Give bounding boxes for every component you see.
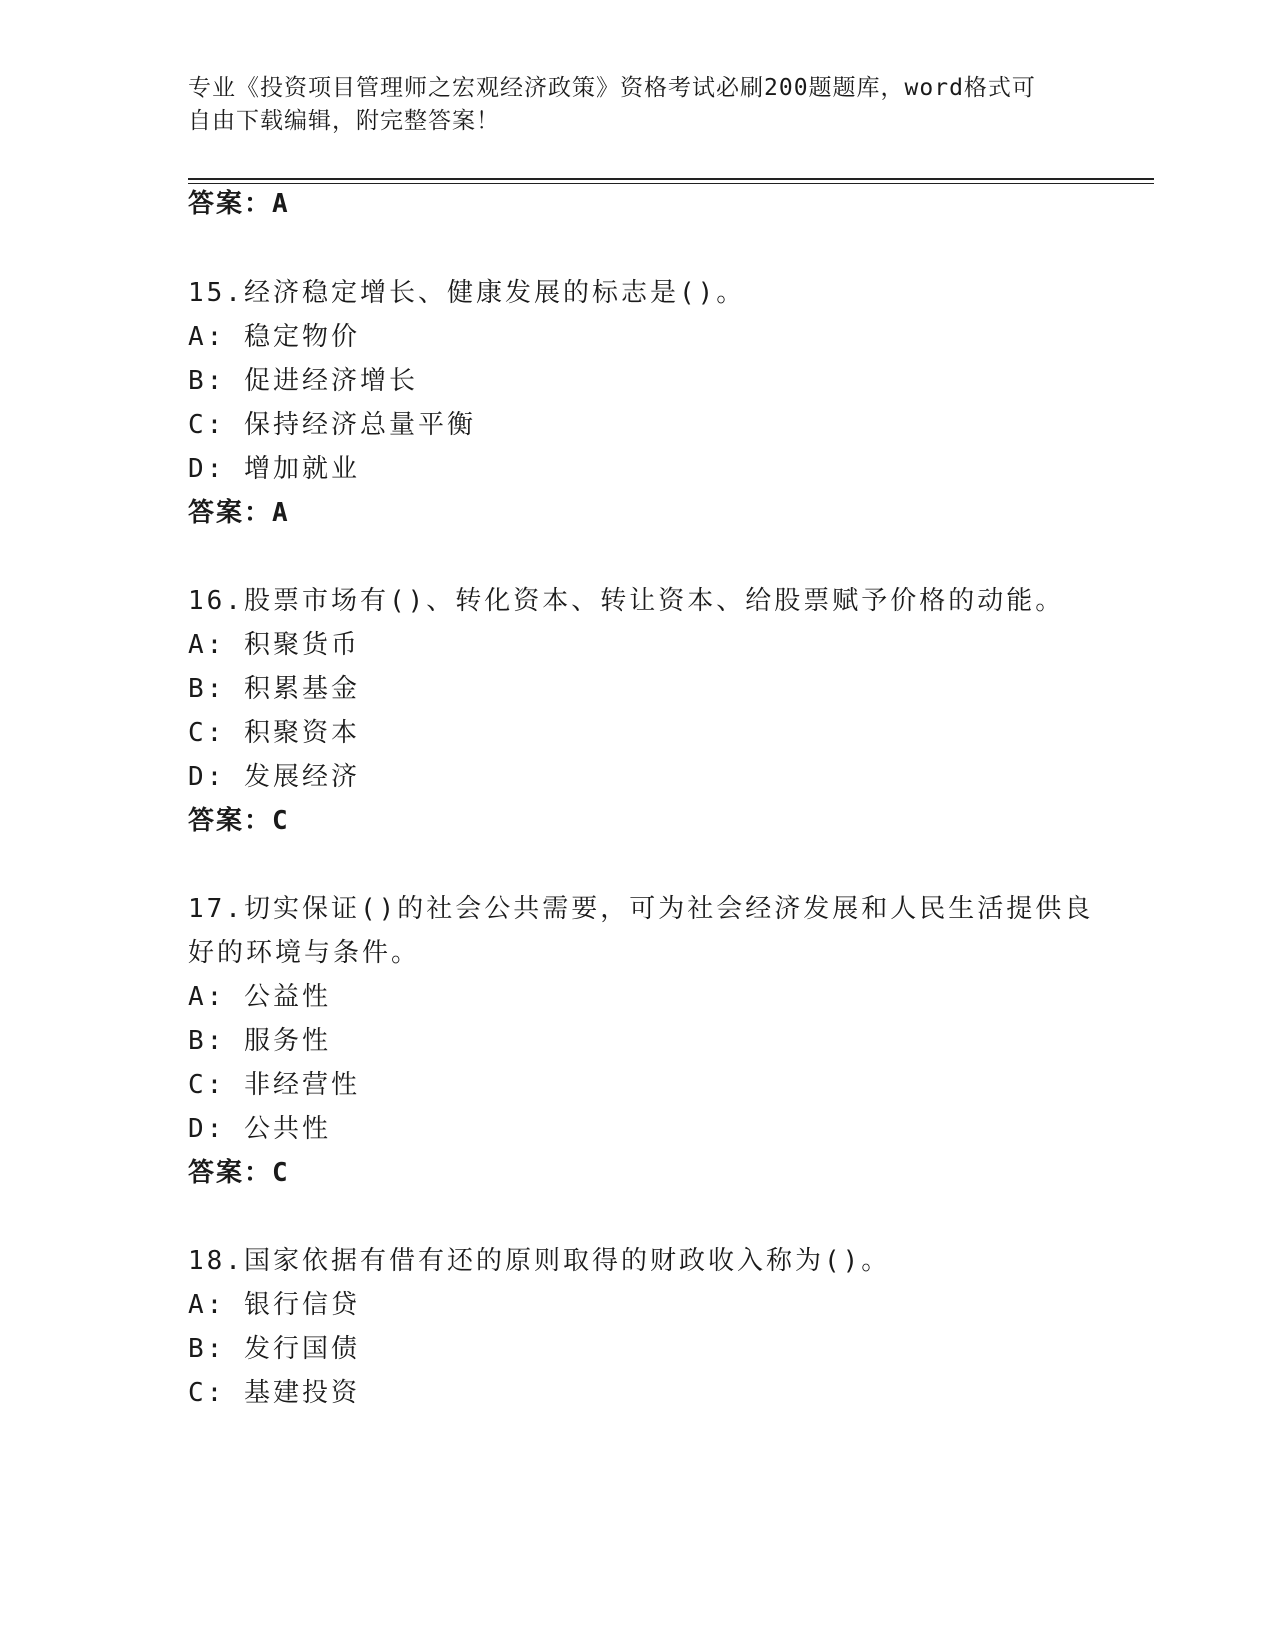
question-15-option-a: A: 稳定物价 [188,322,360,352]
question-17-answer: 答案：C [188,1158,290,1188]
question-17-stem-line-1: 17.切实保证()的社会公共需要，可为社会经济发展和人民生活提供良 [188,894,1094,924]
header-title-line-2: 自由下载编辑，附完整答案！ [188,108,500,134]
question-18-option-b: B: 发行国债 [188,1334,360,1364]
question-15-stem: 15.经济稳定增长、健康发展的标志是()。 [188,278,746,308]
question-15-option-c: C: 保持经济总量平衡 [188,410,476,440]
question-17-option-b: B: 服务性 [188,1026,331,1056]
question-15-option-d: D: 增加就业 [188,454,360,484]
answer-line: 答案：A [188,189,290,219]
question-16-option-a: A: 积聚货币 [188,630,360,660]
question-16-answer: 答案：C [188,806,290,836]
document-header [188,72,1078,138]
question-16-stem: 16.股票市场有()、转化资本、转让资本、给股票赋予价格的动能。 [188,586,1065,616]
header-divider-thick [188,178,1154,180]
header-divider-thin [188,183,1154,184]
question-15-answer: 答案：A [188,498,290,528]
question-18-stem: 18.国家依据有借有还的原则取得的财政收入称为()。 [188,1246,891,1276]
question-16-option-c: C: 积聚资本 [188,718,360,748]
header-title-line-1: 专业《投资项目管理师之宏观经济政策》资格考试必刷200题题库，word格式可 [188,75,1036,101]
question-17-option-a: A: 公益性 [188,982,331,1012]
question-16-option-d: D: 发展经济 [188,762,360,792]
question-18-option-a: A: 银行信贷 [188,1290,360,1320]
question-17-option-d: D: 公共性 [188,1114,331,1144]
question-17-stem-line-2: 好的环境与条件。 [188,938,421,968]
question-18-option-c: C: 基建投资 [188,1378,360,1408]
question-16-option-b: B: 积累基金 [188,674,360,704]
question-15-option-b: B: 促进经济增长 [188,366,418,396]
question-17-option-c: C: 非经营性 [188,1070,360,1100]
